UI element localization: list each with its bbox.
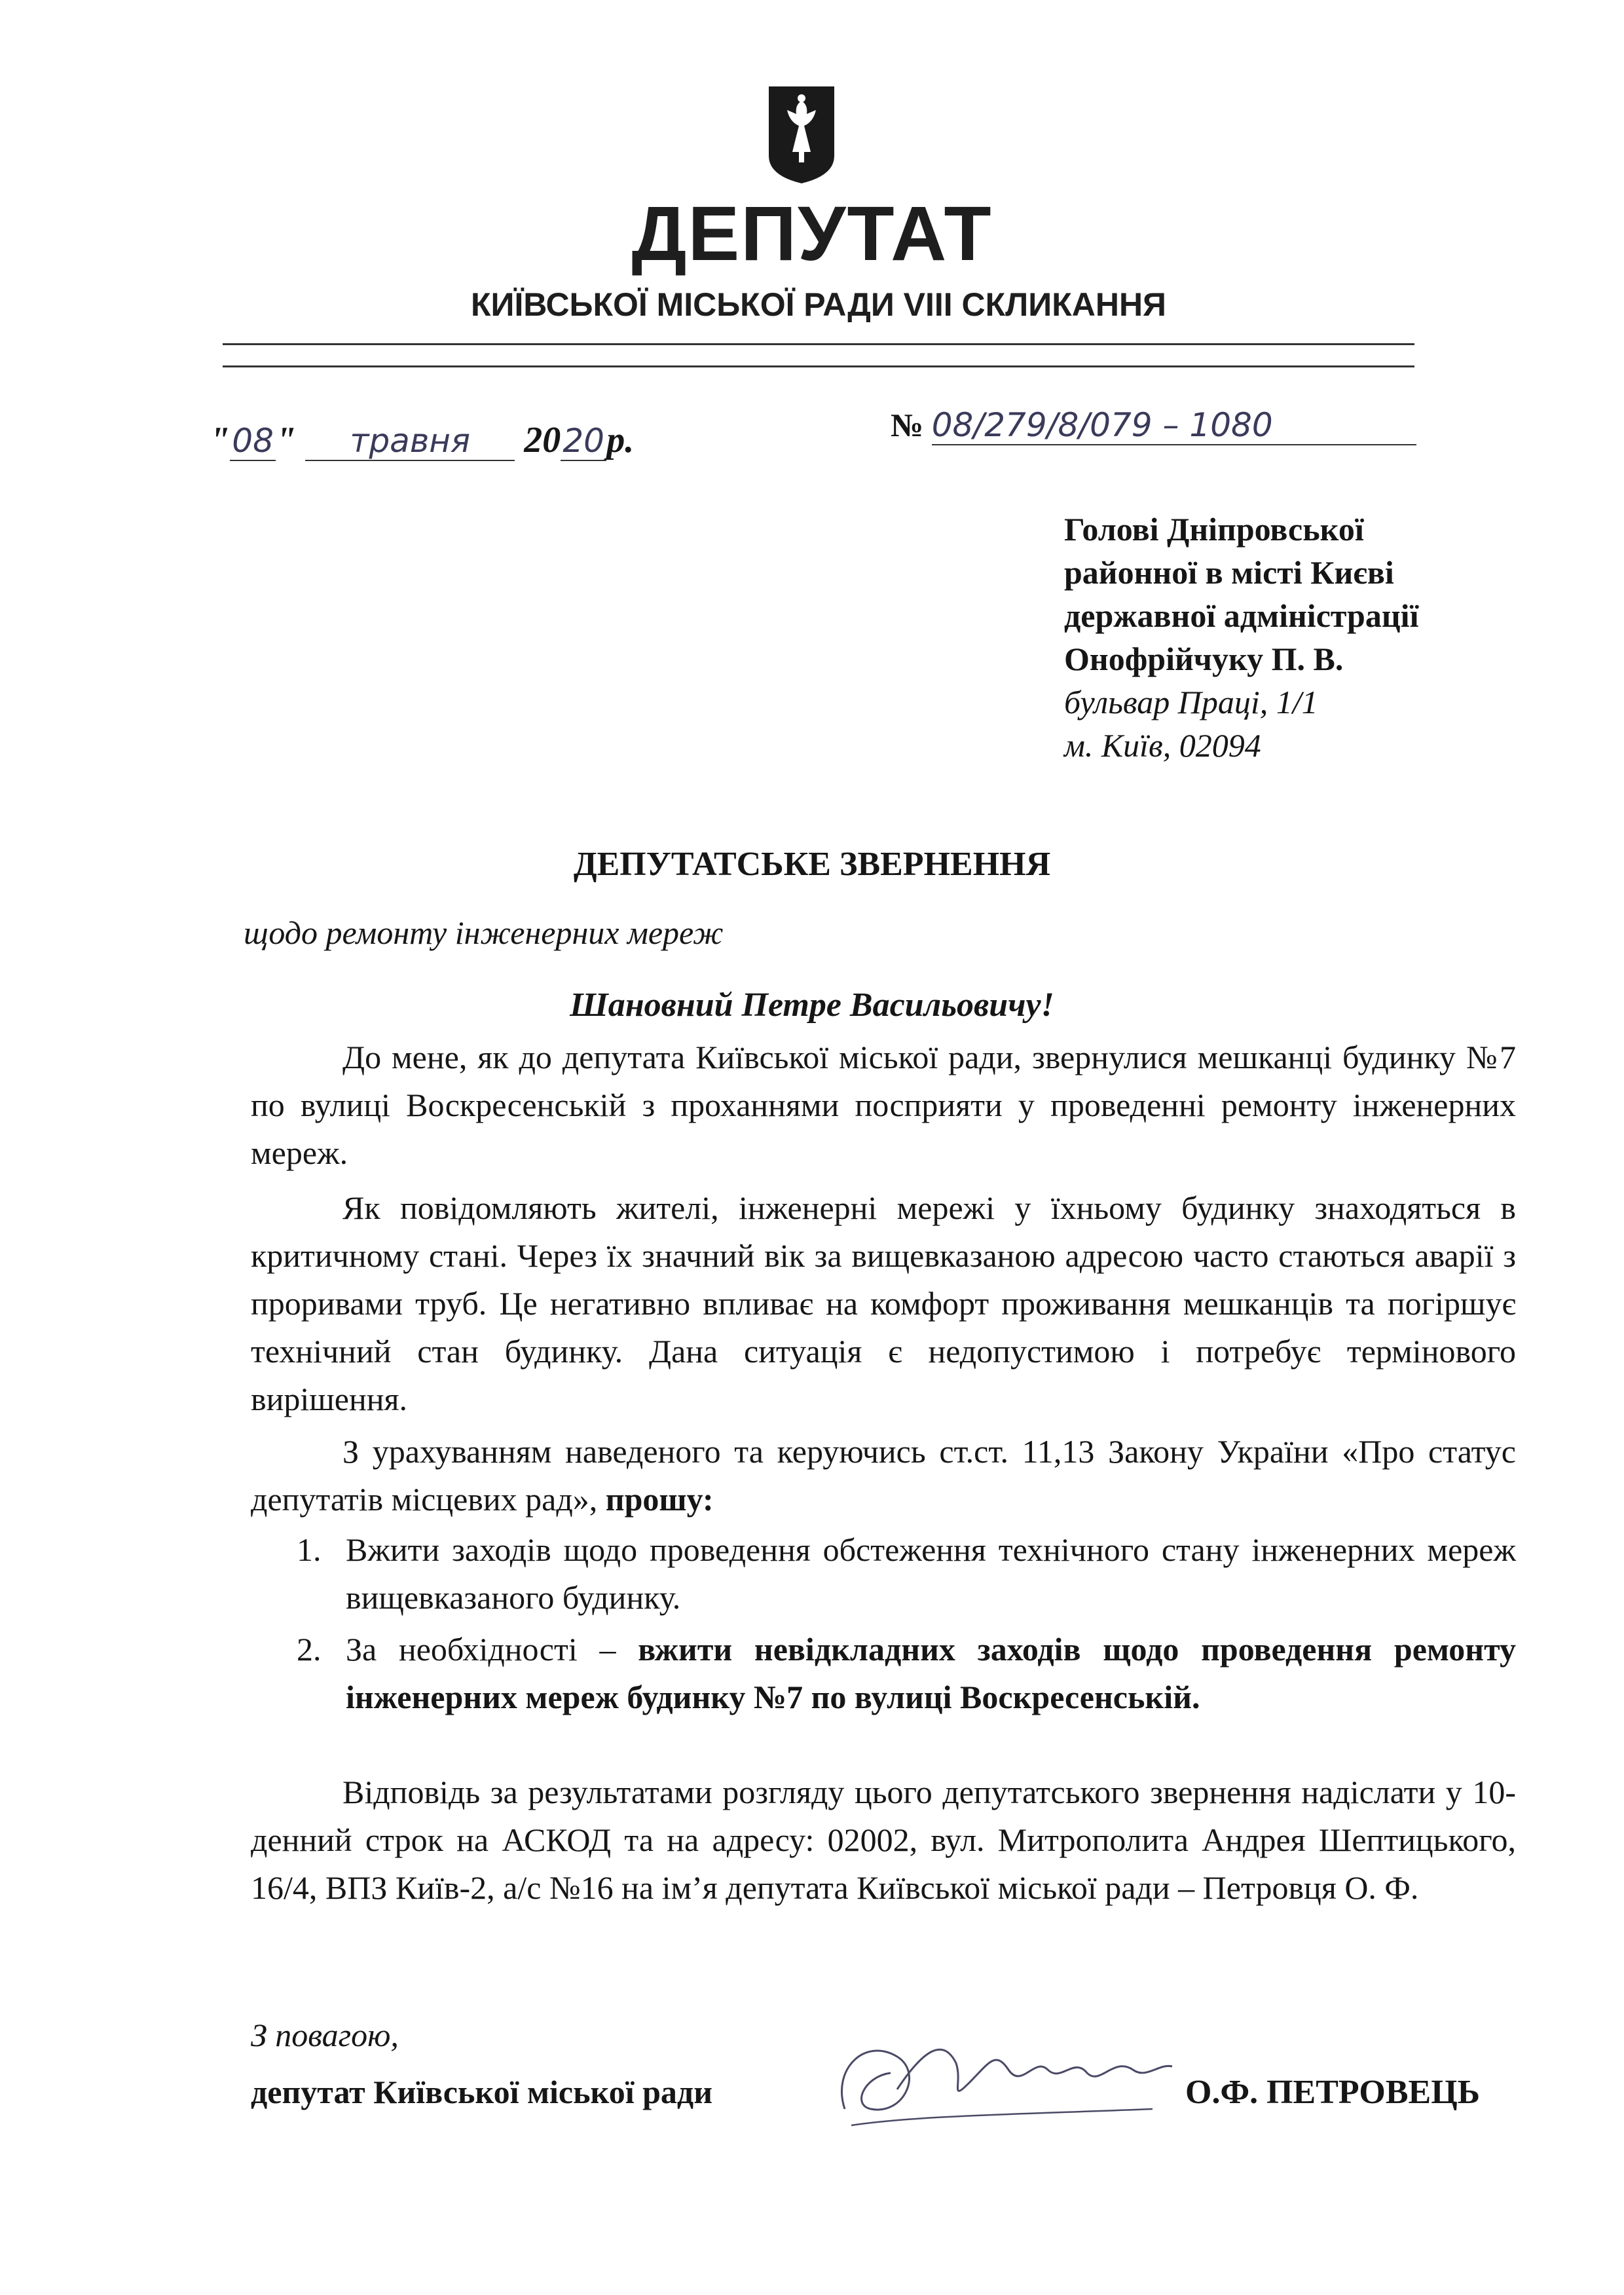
addressee-name: Онофрійчуку П. В. [1064, 641, 1344, 677]
request-list [251, 1526, 1516, 1721]
date-year-prefix: 20 [524, 420, 561, 460]
date-year-suffix: 20 [561, 422, 606, 461]
addressee-street: бульвар Праці, 1/1 [1064, 684, 1318, 720]
paragraph-2: Як повідомляють жителі, інженерні мережі у їхньому будинку знаходяться в критичному стані. Через їх значний вік за вищевказаною адресою часто стаються аварії з проривами труб. Це негативно впливає на комфорт проживання мешканців та погіршує технічний стан будинку. Дана ситуація є недопустимою і потребує термінового вирішення. [251, 1189, 1516, 1417]
addressee-line: державної адміністрації [1064, 597, 1419, 634]
letterhead-rule-bottom [223, 365, 1414, 367]
request-item-number: 1. [297, 1531, 322, 1568]
letterhead-subtitle: КИЇВСЬКОЇ МІСЬКОЇ РАДИ VIII СКЛИКАННЯ [471, 286, 1166, 323]
request-item-bold: вжити невідкладних заходів щодо проведення ремонту інженерних мереж будинку №7 по вулиці Воскресенській. [346, 1631, 1516, 1715]
paragraph-3-lead: З урахуванням наведеного та керуючись ст.ст. 11,13 Закону України «Про статус депутатів місцевих рад», [251, 1433, 1516, 1518]
date-month: травня [305, 422, 515, 461]
handwritten-signature [825, 2011, 1179, 2142]
request-item [251, 1626, 1516, 1721]
request-item-lead: За необхідності – [346, 1631, 616, 1668]
paragraph-3-request: прошу: [605, 1481, 714, 1518]
request-item-text: Вжити заходів щодо проведення обстеження технічного стану інженерних мереж вищевказаного будинку. [346, 1531, 1516, 1616]
signatory-name: О.Ф. ПЕТРОВЕЦЬ [1185, 2074, 1481, 2111]
document-title: ДЕПУТАТСЬКЕ ЗВЕРНЕННЯ [573, 846, 1051, 883]
document-date: "08" травня 2020р. [210, 420, 635, 460]
coat-of-arms-emblem [766, 84, 837, 186]
signatory-position: депутат Київської міської ради [251, 2074, 713, 2110]
request-item [251, 1526, 1516, 1622]
addressee-line: Голові Дніпровської [1064, 511, 1364, 548]
closing-regards: З повагою, [251, 2017, 399, 2053]
reference-number [891, 406, 1428, 458]
request-item-number: 2. [297, 1631, 322, 1668]
date-year-mark: р. [606, 420, 635, 460]
document-subject: щодо ремонту інженерних мереж [244, 914, 724, 951]
addressee-city: м. Київ, 02094 [1064, 727, 1261, 764]
paragraph-3 [251, 1428, 1516, 1523]
reference-label: № [891, 407, 924, 443]
reference-value: 08/279/8/079 – 1080 [932, 406, 1416, 445]
date-day: 08 [230, 422, 276, 461]
paragraph-4: Відповідь за результатами розгляду цього депутатського звернення надіслати у 10-денний строк на АСКОД та на адресу: 02002, вул. Митрополита Андрея Шептицького, 16/4, ВПЗ Київ-2, а/с №16 на ім’я депутата Київської міської ради – Петровця О. Ф. [251, 1774, 1516, 1906]
addressee-line: районної в місті Києві [1064, 554, 1394, 591]
letterhead-rule-top [223, 343, 1414, 345]
paragraph-1: До мене, як до депутата Київської міської ради, звернулися мешканці будинку №7 по вулиці Воскресенській з проханнями посприяти у проведенні ремонту інженерних мереж. [251, 1039, 1516, 1171]
addressee-block [1064, 508, 1562, 767]
greeting: Шановний Петре Васильовичу! [570, 986, 1054, 1024]
letterhead-title: ДЕПУТАТ [631, 191, 993, 277]
